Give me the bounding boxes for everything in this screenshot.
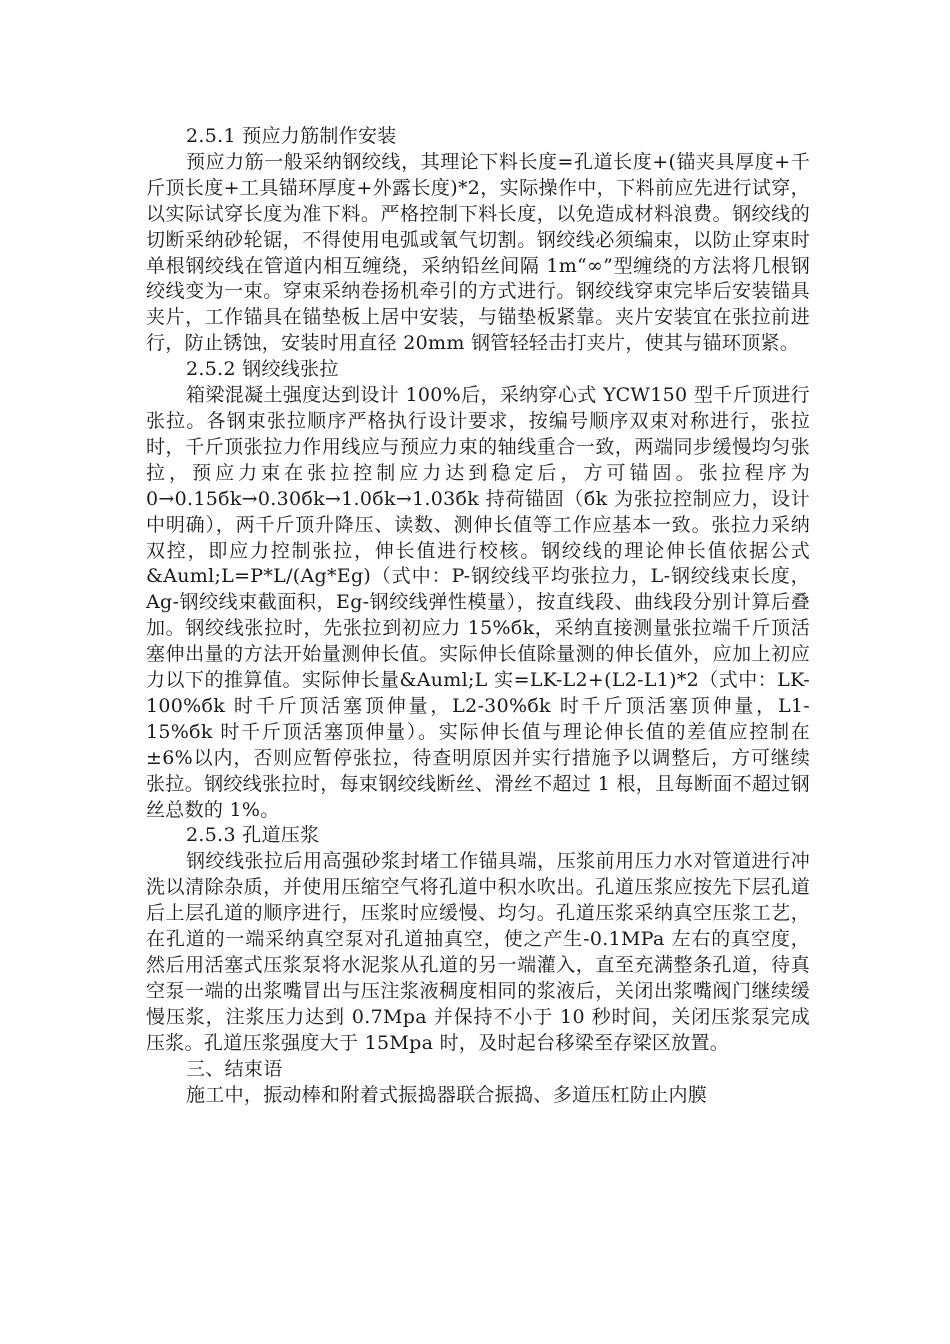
body-paragraph: 预应力筋一般采纳钢绞线，其理论下料长度=孔道长度+(锚夹具厚度+千斤顶长度+工具锚环厚度+外露长度)*2，实际操作中，下料前应先进行试穿，以实际试穿长度为准下料。严格控制下料长度，以免造成材料浪费。钢绞线的切断采纳砂轮锯，不得使用电弧或氧气切割。钢绞线必须编束，以防止穿束时单根钢绞线在管道内相互缠绕，采纳铅丝间隔 1m“∞”型缠绕的方法将几根钢绞线变为一束。穿束采纳卷扬机牵引的方式进行。钢绞线穿束完毕后安装锚具夹片，工作锚具在锚垫板上居中安装，与锚垫板紧靠。夹片安装宜在张拉前进行，防止锈蚀，安装时用直径 20mm 钢管轻轻击打夹片，使其与锚环顶紧。 [146,150,810,355]
section-heading-conclusion: 三、结束语 [186,1057,283,1080]
body-paragraph: 箱梁混凝土强度达到设计 100%后，采纳穿心式 YCW150 型千斤顶进行张拉。各钢束张拉顺序严格执行设计要求，按编号顺序双束对称进行，张拉时，千斤顶张拉力作用线应与预应力束的轴线重合一致，两端同步缓慢均匀张拉，预应力束在张拉控制应力达到稳定后，方可锚固。张拉程序为 0→0.15бk→0.30бk→1.0бk→1.03бk 持荷锚固（бk 为张拉控制应力，设计中明确），两千斤顶升降压、读数、测伸长值等工作应基本一致。张拉力采纳双控，即应力控制张拉，伸长值进行校核。钢绞线的理论伸长值依据公式&Auml;L=P*L/(Ag*Eg)（式中：P-钢绞线平均张拉力，L-钢绞线束长度，Ag-钢绞线束截面积，Eg-钢绞线弹性模量），按直线段、曲线段分别计算后叠加。钢绞线张拉时，先张拉到初应力 15%бk，采纳直接测量张拉端千斤顶活塞伸出量的方法开始量测伸长值。实际伸长值除量测的伸长值外，应加上初应力以下的推算值。实际伸长量&Auml;L 实=LK-L2+(L2-L1)*2（式中：LK-100%бk 时千斤顶活塞顶伸量，L2-30%бk 时千斤顶活塞顶伸量，L1-15%бk 时千斤顶活塞顶伸量）。实际伸长值与理论伸长值的差值应控制在±6%以内，否则应暂停张拉，待查明原因并实行措施予以调整后，方可继续张拉。钢绞线张拉时，每束钢绞线断丝、滑丝不超过 1 根，且每断面不超过钢丝总数的 1%。 [146,384,810,821]
body-paragraph: 钢绞线张拉后用高强砂浆封堵工作锚具端，压浆前用压力水对管道进行冲洗以清除杂质，并使用压缩空气将孔道中积水吹出。孔道压浆应按先下层孔道后上层孔道的顺序进行，压浆时应缓慢、均匀。孔道压浆采纳真空压浆工艺，在孔道的一端采纳真空泵对孔道抽真空，使之产生-0.1MPa 左右的真空度，然后用活塞式压浆泵将水泥浆从孔道的另一端灌入，直至充满整条孔道，待真空泵一端的出浆嘴冒出与压注浆液稠度相同的浆液后，关闭出浆嘴阀门继续缓慢压浆，注浆压力达到 0.7Mpa 并保持不小于 10 秒时间，关闭压浆泵完成压浆。孔道压浆强度大于 15Mpa 时，及时起台移梁至存梁区放置。 [146,850,810,1054]
section-heading-2-5-3: 2.5.3 孔道压浆 [186,824,320,847]
document-body [146,124,810,1108]
section-heading-2-5-1: 2.5.1 预应力筋制作安装 [186,125,397,147]
body-paragraph: 施工中，振动棒和附着式振捣器联合振捣、多道压杠防止内膜 [186,1083,708,1106]
section-heading-2-5-2: 2.5.2 钢绞线张拉 [186,358,339,381]
